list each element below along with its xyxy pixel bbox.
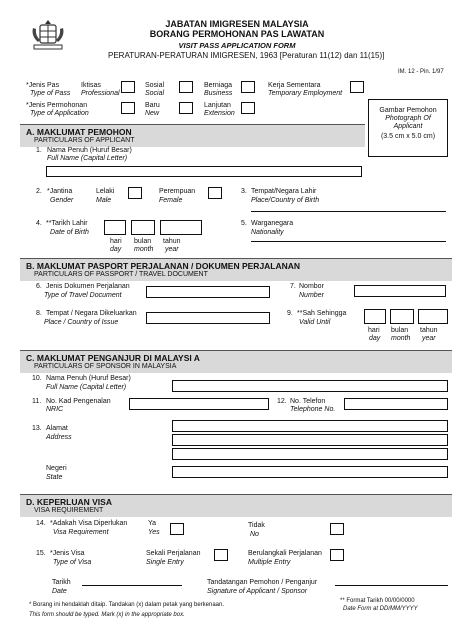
male-label: Lelaki [96,188,115,195]
birthplace-input[interactable] [251,211,446,212]
field-12-label: No. Telefon [290,398,326,405]
field-4-label: **Tarikh Lahir [46,220,88,227]
field-6-number: 6. [36,283,42,290]
field-11-label-en: NRIC [46,406,64,413]
state-input[interactable] [172,466,448,478]
field-15-label-en: Type of Visa [53,559,92,566]
section-b-title: B. MAKLUMAT PASPORT PERJALANAN / DOKUMEN PERJALANAN [26,261,301,271]
field-4-label-en: Date of Birth [50,229,89,236]
birth-year-hint: tahun [163,238,181,245]
field-6-label-en: Type of Travel Document [44,292,122,299]
birth-year-input[interactable] [160,220,202,235]
multiple-entry-label: Berulangkali Perjalanan [248,550,322,557]
valid-month-hint-en: month [391,335,411,342]
section-b-header [20,258,452,281]
footer-note-ms: * Borang ini hendaklah ditaip. Tandakan (x) dalam petak yang berkenaan. [29,602,225,608]
travel-doc-type-input[interactable] [146,286,270,298]
application-extension-label-en: Extension [204,110,235,117]
female-label: Perempuan [159,188,196,195]
field-14-label: *Adakah Visa Diperlukan [50,520,128,527]
full-name-input[interactable] [46,166,362,177]
birth-month-hint: bulan [134,238,152,245]
field-11-label: No. Kad Pengenalan [46,398,111,405]
signature-label-en: Signature of Applicant / Sponsor [207,588,308,595]
field-5-label-en: Nationality [251,229,284,236]
sponsor-nric-input[interactable] [129,398,269,410]
field-7-label: Nombor [299,283,324,290]
visa-no-label-en: No [250,531,259,538]
field-13-number: 13. [32,425,42,432]
date-line[interactable] [82,585,182,586]
field-1-number: 1. [36,147,42,154]
valid-month-input[interactable] [390,309,414,324]
date-label: Tarikh [52,579,71,586]
application-type-label: *Jenis Permohonan [26,102,88,109]
birth-day-input[interactable] [104,220,126,235]
application-new-label-en: New [145,110,160,117]
form-title-en: VISIT PASS APPLICATION FORM [178,41,296,50]
state-label: Negeri [46,465,67,472]
field-1-label: Nama Penuh (Huruf Besar) [47,147,132,154]
male-label-en: Male [96,197,112,204]
field-8-label: Tempat / Negara Dikeluarkan [46,310,137,317]
field-13-label-en: Address [46,434,72,441]
field-1-label-en: Full Name (Capital Letter) [47,155,128,162]
address-line-2-input[interactable] [172,434,448,446]
valid-month-hint: bulan [391,327,409,334]
date-label-en: Date [52,588,67,595]
pass-type-label-en: Type of Pass [30,90,71,97]
valid-year-input[interactable] [418,309,448,324]
application-type-label-en: Type of Application [30,110,89,117]
pass-professional-checkbox[interactable] [121,81,135,93]
photo-label-2: Photograph Of [385,115,431,122]
field-9-number: 9. [287,310,293,317]
pass-social-checkbox[interactable] [179,81,193,93]
field-2-label-en: Gender [50,197,74,204]
application-new-label: Baru [145,102,160,109]
sponsor-phone-input[interactable] [344,398,448,410]
state-label-en: State [46,474,63,481]
field-3-label: Tempat/Negara Lahir [251,188,317,195]
section-c-subtitle: PARTICULARS OF SPONSOR IN MALAYSIA [34,363,177,370]
pass-social-label: Sosial [145,82,165,89]
pass-temporary-label-en: Temporary Employment [268,90,343,97]
nationality-input[interactable] [251,241,446,242]
application-extension-label: Lanjutan [204,102,231,109]
field-13-label: Alamat [46,425,68,432]
field-15-number: 15. [36,550,46,557]
address-line-3-input[interactable] [172,448,448,460]
section-d-subtitle: VISA REQUIREMENT [34,507,104,514]
form-code: IM. 12 - Pin. 1/97 [398,69,444,75]
form-title-ms: BORANG PERMOHONAN PAS LAWATAN [149,29,325,39]
valid-day-input[interactable] [364,309,386,324]
field-10-number: 10. [32,375,42,382]
field-8-label-en: Place / Country of Issue [44,319,119,326]
sponsor-name-input[interactable] [172,380,448,392]
pass-business-checkbox[interactable] [241,81,255,93]
section-d-title: D. KEPERLUAN VISA [26,497,112,507]
field-15-label: *Jenis Visa [50,550,85,557]
pass-professional-label: Iktisas [81,82,101,89]
single-entry-label-en: Single Entry [146,559,184,566]
field-12-label-en: Telephone No. [290,406,336,413]
field-7-label-en: Number [299,292,324,299]
field-10-label: Nama Penuh (Huruf Besar) [46,375,131,382]
birth-month-hint-en: month [134,246,154,253]
multiple-entry-label-en: Multiple Entry [248,559,291,566]
application-extension-checkbox[interactable] [241,102,255,114]
pass-type-label: *Jenis Pas [26,82,60,89]
pass-business-label: Berniaga [204,82,233,89]
section-c-title: C. MAKLUMAT PENGANJUR DI MALAYSI A [26,353,200,363]
section-a-title: A. MAKLUMAT PEMOHON [26,127,132,137]
field-4-number: 4. [36,220,42,227]
field-12-number: 12. [277,398,287,405]
date-format-note-en: Date Form at DD/MM/YYYY [343,606,418,612]
signature-label: Tandatangan Pemohon / Penganjur [207,579,318,586]
visa-yes-checkbox[interactable] [170,523,184,535]
valid-day-hint: hari [368,327,380,334]
field-3-number: 3. [241,188,247,195]
address-line-1-input[interactable] [172,420,448,432]
multiple-entry-checkbox[interactable] [330,549,344,561]
signature-line[interactable] [335,585,448,586]
visa-yes-label: Ya [148,520,157,527]
female-checkbox[interactable] [208,187,222,199]
agency-title: JABATAN IMIGRESEN MALAYSIA [165,19,309,29]
field-5-label: Warganegara [251,220,294,227]
section-d-header [20,494,452,517]
date-format-note: ** Format Tarikh 00/00/0000 [340,598,415,604]
male-checkbox[interactable] [128,187,142,199]
visa-no-checkbox[interactable] [330,523,344,535]
footer-note-en: This form should be typed. Mark (x) in the appropriate box. [29,612,185,618]
birth-day-hint-en: day [110,246,122,253]
field-11-number: 11. [32,398,42,405]
valid-day-hint-en: day [369,335,381,342]
single-entry-checkbox[interactable] [214,549,228,561]
valid-year-hint: tahun [420,327,438,334]
valid-year-hint-en: year [422,335,436,342]
field-3-label-en: Place/Country of Birth [251,197,320,204]
field-10-label-en: Full Name (Capital Letter) [46,384,127,391]
photo-label-1: Gambar Pemohon [379,107,437,114]
section-c-header [20,350,452,373]
pass-professional-label-en: Professional [81,90,120,97]
single-entry-label: Sekali Perjalanan [146,550,201,557]
photo-label-3: Applicant [393,123,423,130]
field-8-number: 8. [36,310,42,317]
regulation-ref: PERATURAN-PERATURAN IMIGRESEN, 1963 [Peraturan 11(12) dan 11(15)] [108,51,385,60]
visa-yes-label-en: Yes [148,529,160,536]
field-9-label: **Sah Sehingga [297,310,347,317]
section-a-header [20,124,365,147]
place-of-issue-input[interactable] [146,312,270,324]
travel-doc-number-input[interactable] [354,285,446,297]
application-new-checkbox[interactable] [179,102,193,114]
section-b-subtitle: PARTICULARS OF PASSPORT / TRAVEL DOCUMENT [34,271,208,278]
field-6-label: Jenis Dokumen Perjalanan [46,283,130,290]
section-a-subtitle: PARTICULARS OF APPLICANT [34,137,135,144]
field-2-number: 2. [36,188,42,195]
birth-month-input[interactable] [131,220,155,235]
field-5-number: 5. [241,220,247,227]
application-type-checkbox[interactable] [121,102,135,114]
field-14-label-en: Visa Requirement [53,529,109,536]
female-label-en: Female [159,197,183,204]
pass-business-label-en: Business [204,90,233,97]
field-2-label: *Jantina [47,188,73,195]
photo-size: (3.5 cm x 5.0 cm) [380,133,436,140]
birth-day-hint: hari [110,238,122,245]
field-14-number: 14. [36,520,46,527]
pass-temporary-checkbox[interactable] [350,81,364,93]
visa-no-label: Tidak [248,522,265,529]
field-7-number: 7. [290,283,296,290]
field-9-label-en: Valid Until [299,319,331,326]
pass-temporary-label: Kerja Sementara [268,82,321,89]
pass-social-label-en: Social [145,90,165,97]
birth-year-hint-en: year [165,246,179,253]
